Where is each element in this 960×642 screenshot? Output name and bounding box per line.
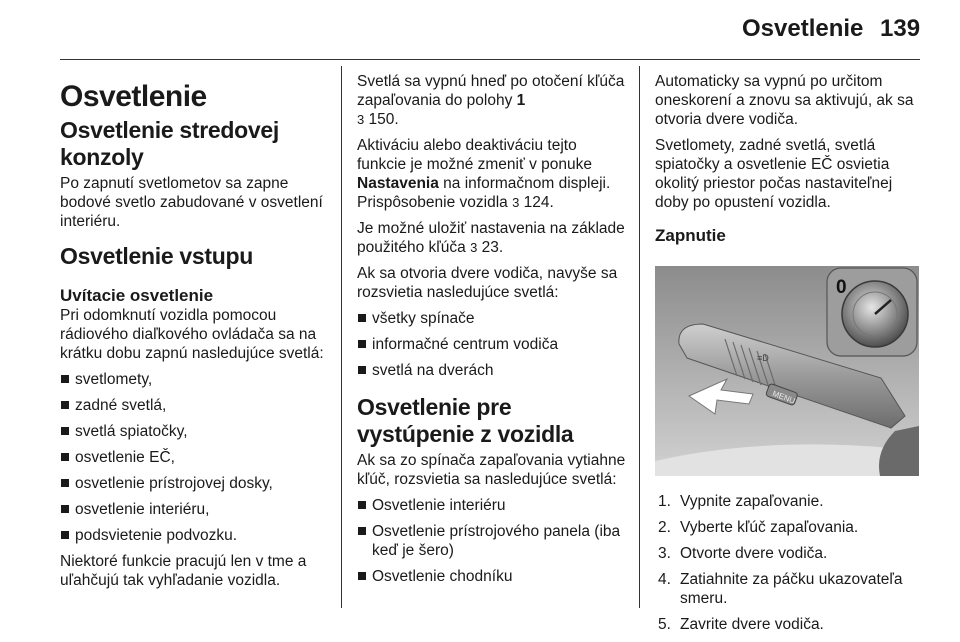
page-reference-icon: 3 bbox=[512, 195, 520, 210]
list-item: svetlá spiatočky, bbox=[60, 422, 330, 441]
page-reference: 23. bbox=[481, 239, 504, 256]
column-2 bbox=[357, 72, 629, 593]
page-reference: 150. bbox=[368, 111, 399, 128]
paragraph-exit: Ak sa zo spínača zapaľovania vytiahne kľúč, rozsvietia sa nasledujúce svetlá: bbox=[357, 452, 626, 488]
page-number: 139 bbox=[880, 15, 921, 42]
section-title: Osvetlenie bbox=[60, 80, 207, 113]
list-item: všetky spínače bbox=[357, 309, 629, 328]
turn-signal-stalk-illustration bbox=[655, 266, 919, 476]
running-header-title: Osvetlenie bbox=[742, 15, 864, 42]
paragraph-driver-door: Ak sa otvoria dvere vodiča, navyše sa rozsvietia nasledujúce svetlá: bbox=[357, 265, 618, 301]
paragraph-auto-off: Automaticky sa vypnú po určitom oneskorení a znovu sa aktivujú, ak sa otvoria dvere vodiča. bbox=[655, 73, 914, 128]
list-item: Osvetlenie prístrojového panela (iba keď je šero) bbox=[357, 522, 629, 560]
paragraph-surroundings: Svetlomety, zadné svetlá, svetlá spiatočky a osvetlenie EČ osvietia okolitý priestor počas nastaviteľnej doby po opustení vozidla. bbox=[655, 137, 893, 211]
list-item: 2. Vyberte kľúč zapaľovania. bbox=[658, 519, 859, 536]
paragraph-key-settings: Je možné uložiť nastavenia na základe použitého kľúča 3 23. bbox=[357, 220, 625, 256]
list-item: informačné centrum vodiča bbox=[357, 335, 629, 354]
stalk-button-label: MENU bbox=[771, 389, 797, 406]
heading-center-console: Osvetlenie stredovej konzoly bbox=[60, 117, 279, 170]
headlight-symbol: ≡D bbox=[757, 353, 769, 363]
paragraph-settings: Aktiváciu alebo deaktiváciu tejto funkcie je možné zmeniť v ponuke Nastavenia na informačnom displeji. Prispôsobenie vozidla 3 124. bbox=[357, 137, 611, 211]
list-item: Osvetlenie chodníku bbox=[357, 567, 629, 586]
heading-activation: Zapnutie bbox=[655, 226, 726, 245]
driver-door-lights-list bbox=[357, 309, 629, 380]
column-divider-2 bbox=[639, 66, 640, 608]
exit-lights-list bbox=[357, 496, 629, 586]
list-item: Osvetlenie interiéru bbox=[357, 496, 629, 515]
list-item: 4. Zatiahnite za páčku ukazovateľa smeru. bbox=[658, 571, 903, 607]
list-item: svetlomety, bbox=[60, 370, 330, 389]
list-item: osvetlenie EČ, bbox=[60, 448, 330, 467]
menu-name: Nastavenia bbox=[357, 175, 439, 192]
header-rule bbox=[60, 59, 920, 60]
page-reference-icon: 3 bbox=[357, 112, 365, 127]
activation-steps bbox=[655, 492, 923, 634]
heading-welcome-lighting: Uvítacie osvetlenie bbox=[60, 286, 214, 305]
column-3 bbox=[655, 72, 923, 641]
column-divider-1 bbox=[341, 66, 342, 608]
list-item: podsvietenie podvozku. bbox=[60, 526, 330, 545]
heading-entry-lighting: Osvetlenie vstupu bbox=[60, 243, 254, 269]
list-item: svetlá na dverách bbox=[357, 361, 629, 380]
list-item: 3. Otvorte dvere vodiča. bbox=[658, 545, 828, 562]
list-item: 1. Vypnite zapaľovanie. bbox=[658, 493, 824, 510]
welcome-lights-list bbox=[60, 370, 330, 545]
list-item: zadné svetlá, bbox=[60, 396, 330, 415]
dial-position-label: 0 bbox=[836, 277, 847, 298]
heading-exit-lighting: Osvetlenie pre vystúpenie z vozidla bbox=[357, 394, 574, 447]
page-reference: 124. bbox=[523, 194, 554, 211]
light-switch-inset bbox=[827, 268, 917, 356]
list-item: osvetlenie interiéru, bbox=[60, 500, 330, 519]
paragraph-switch-off: Svetlá sa vypnú hneď po otočení kľúča zapaľovania do polohy 1 3 150. bbox=[357, 73, 625, 128]
paragraph-darkness-note: Niektoré funkcie pracujú len v tme a uľahčujú tak vyhľadanie vozidla. bbox=[60, 553, 307, 589]
page-reference-icon: 3 bbox=[470, 240, 478, 255]
column-1 bbox=[60, 70, 330, 597]
paragraph-welcome: Pri odomknutí vozidla pomocou rádiového diaľkového ovládača sa na krátku dobu zapnú nasledujúce svetlá: bbox=[60, 307, 324, 362]
list-item: 5. Zavrite dvere vodiča. bbox=[658, 616, 824, 633]
paragraph-center-console: Po zapnutí svetlometov sa zapne bodové svetlo zabudované v osvetlení interiéru. bbox=[60, 175, 323, 230]
list-item: osvetlenie prístrojovej dosky, bbox=[60, 474, 330, 493]
